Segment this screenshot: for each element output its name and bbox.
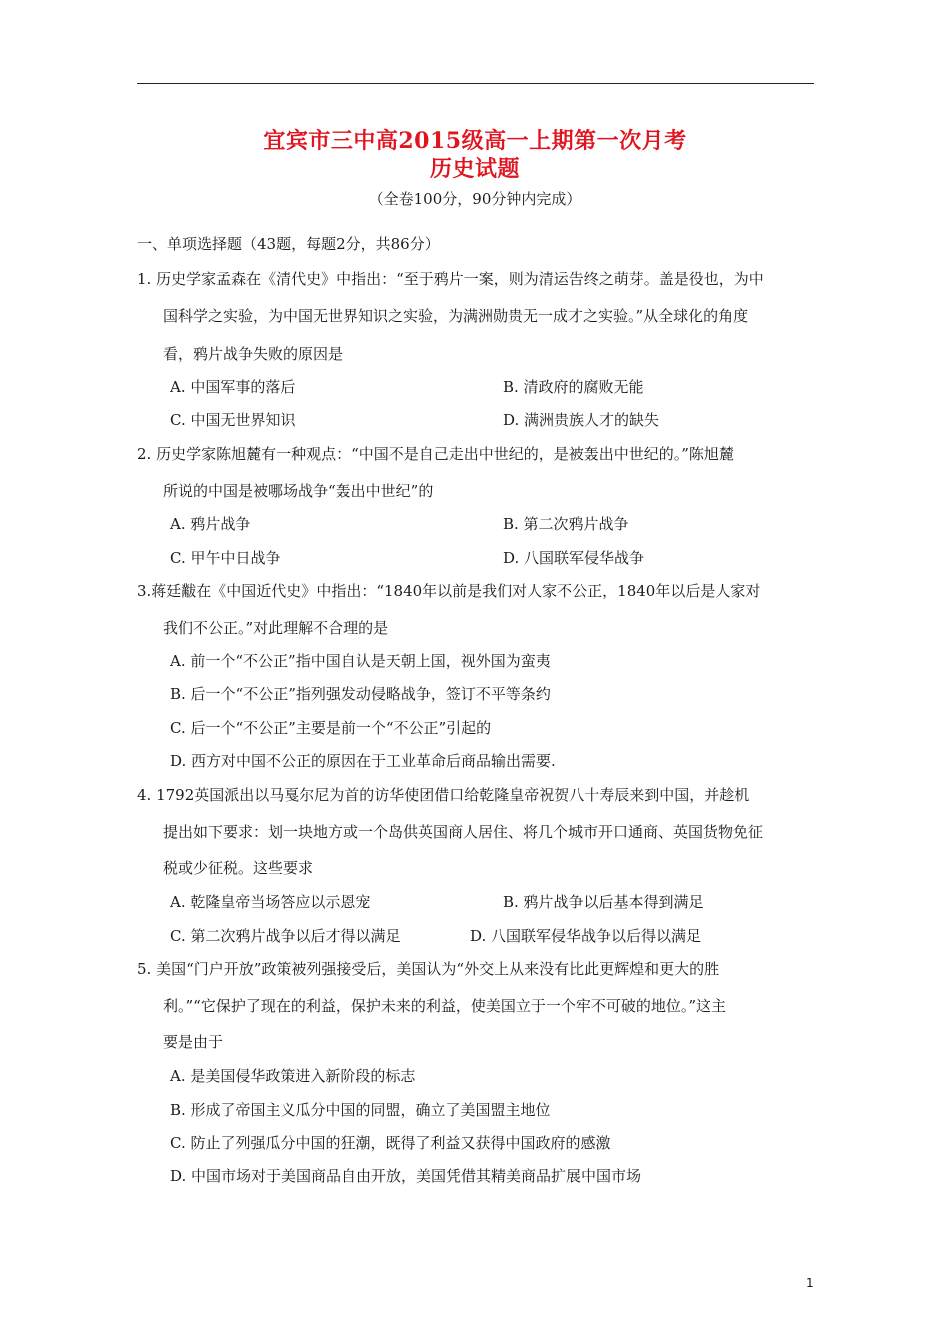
question-2-option-d: D. 八国联军侵华战争 [503,549,645,567]
question-4-option-b: B. 鸦片战争以后基本得到满足 [503,893,704,911]
section-heading: 一、单项选择题（43题，每题2分，共86分） [137,235,440,253]
question-3-line-1: 3.蒋廷黻在《中国近代史》中指出：“1840年以前是我们对人家不公正，1840年以后是人家对 [137,582,761,600]
question-5-line-1: 5. 美国“门户开放”政策被列强接受后，美国认为“外交上从来没有比此更辉煌和更大的胜 [137,960,720,978]
question-1-option-c: C. 中国无世界知识 [170,411,296,429]
question-3-option-b: B. 后一个“不公正”指列强发动侵略战争，签订不平等条约 [170,685,551,703]
question-1-option-b: B. 清政府的腐败无能 [503,378,644,396]
question-4-line-3: 税或少征税。这些要求 [163,859,314,877]
question-2-option-c: C. 甲午中日战争 [170,549,281,567]
question-2-option-a: A. 鸦片战争 [170,515,251,533]
question-5-option-c: C. 防止了列强瓜分中国的狂潮，既得了利益又获得中国政府的感激 [170,1134,611,1152]
exam-subject-title: 历史试题 [429,156,520,182]
question-4-option-c: C. 第二次鸦片战争以后才得以满足 [170,927,401,945]
question-5-line-2: 利。”“它保护了现在的利益，保护未来的利益，使美国立于一个牢不可破的地位。”这主 [163,997,727,1015]
question-2-option-b: B. 第二次鸦片战争 [503,515,629,533]
question-1-line-3: 看，鸦片战争失败的原因是 [163,345,344,363]
question-5-option-d: D. 中国市场对于美国商品自由开放，美国凭借其精美商品扩展中国市场 [170,1167,642,1185]
page-number: 1 [806,1276,814,1290]
question-4-option-d: D. 八国联军侵华战争以后得以满足 [470,927,702,945]
question-4-line-2: 提出如下要求：划一块地方或一个岛供英国商人居住、将几个城市开口通商、英国货物免征 [163,823,764,841]
question-5-option-a: A. 是美国侵华政策进入新阶段的标志 [170,1067,416,1085]
question-5-line-3: 要是由于 [163,1033,224,1051]
question-2-line-1: 2. 历史学家陈旭麓有一种观点：“中国不是自己走出中世纪的，是被轰出中世纪的。”陈旭麓 [137,445,734,463]
question-1-option-d: D. 满洲贵族人才的缺失 [503,411,660,429]
exam-subtitle: （全卷100分，90分钟内完成） [368,190,582,208]
question-3-line-2: 我们不公正。”对此理解不合理的是 [163,619,389,637]
question-4-line-1: 4. 1792英国派出以马戛尔尼为首的访华使团借口给乾隆皇帝祝贺八十寿辰来到中国，并趁机 [137,786,750,804]
question-1-line-2: 国科学之实验，为中国无世界知识之实验，为满洲勋贵无一成才之实验。”从全球化的角度 [163,307,749,325]
question-3-option-c: C. 后一个“不公正”主要是前一个“不公正”引起的 [170,719,492,737]
exam-title: 宜宾市三中高2015级高一上期第一次月考 [263,128,687,154]
question-3-option-a: A. 前一个“不公正”指中国自认是天朝上国，视外国为蛮夷 [170,652,551,670]
question-1-line-1: 1. 历史学家孟森在《清代史》中指出：“至于鸦片一案，则为清运告终之萌芽。盖是役也，为中 [137,270,764,288]
question-2-line-2: 所说的中国是被哪场战争“轰出中世纪”的 [163,482,434,500]
header-rule [137,83,814,84]
question-1-option-a: A. 中国军事的落后 [170,378,296,396]
question-4-option-a: A. 乾隆皇帝当场答应以示恩宠 [170,893,371,911]
question-5-option-b: B. 形成了帝国主义瓜分中国的同盟，确立了美国盟主地位 [170,1101,551,1119]
question-3-option-d: D. 西方对中国不公正的原因在于工业革命后商品输出需要. [170,752,556,770]
